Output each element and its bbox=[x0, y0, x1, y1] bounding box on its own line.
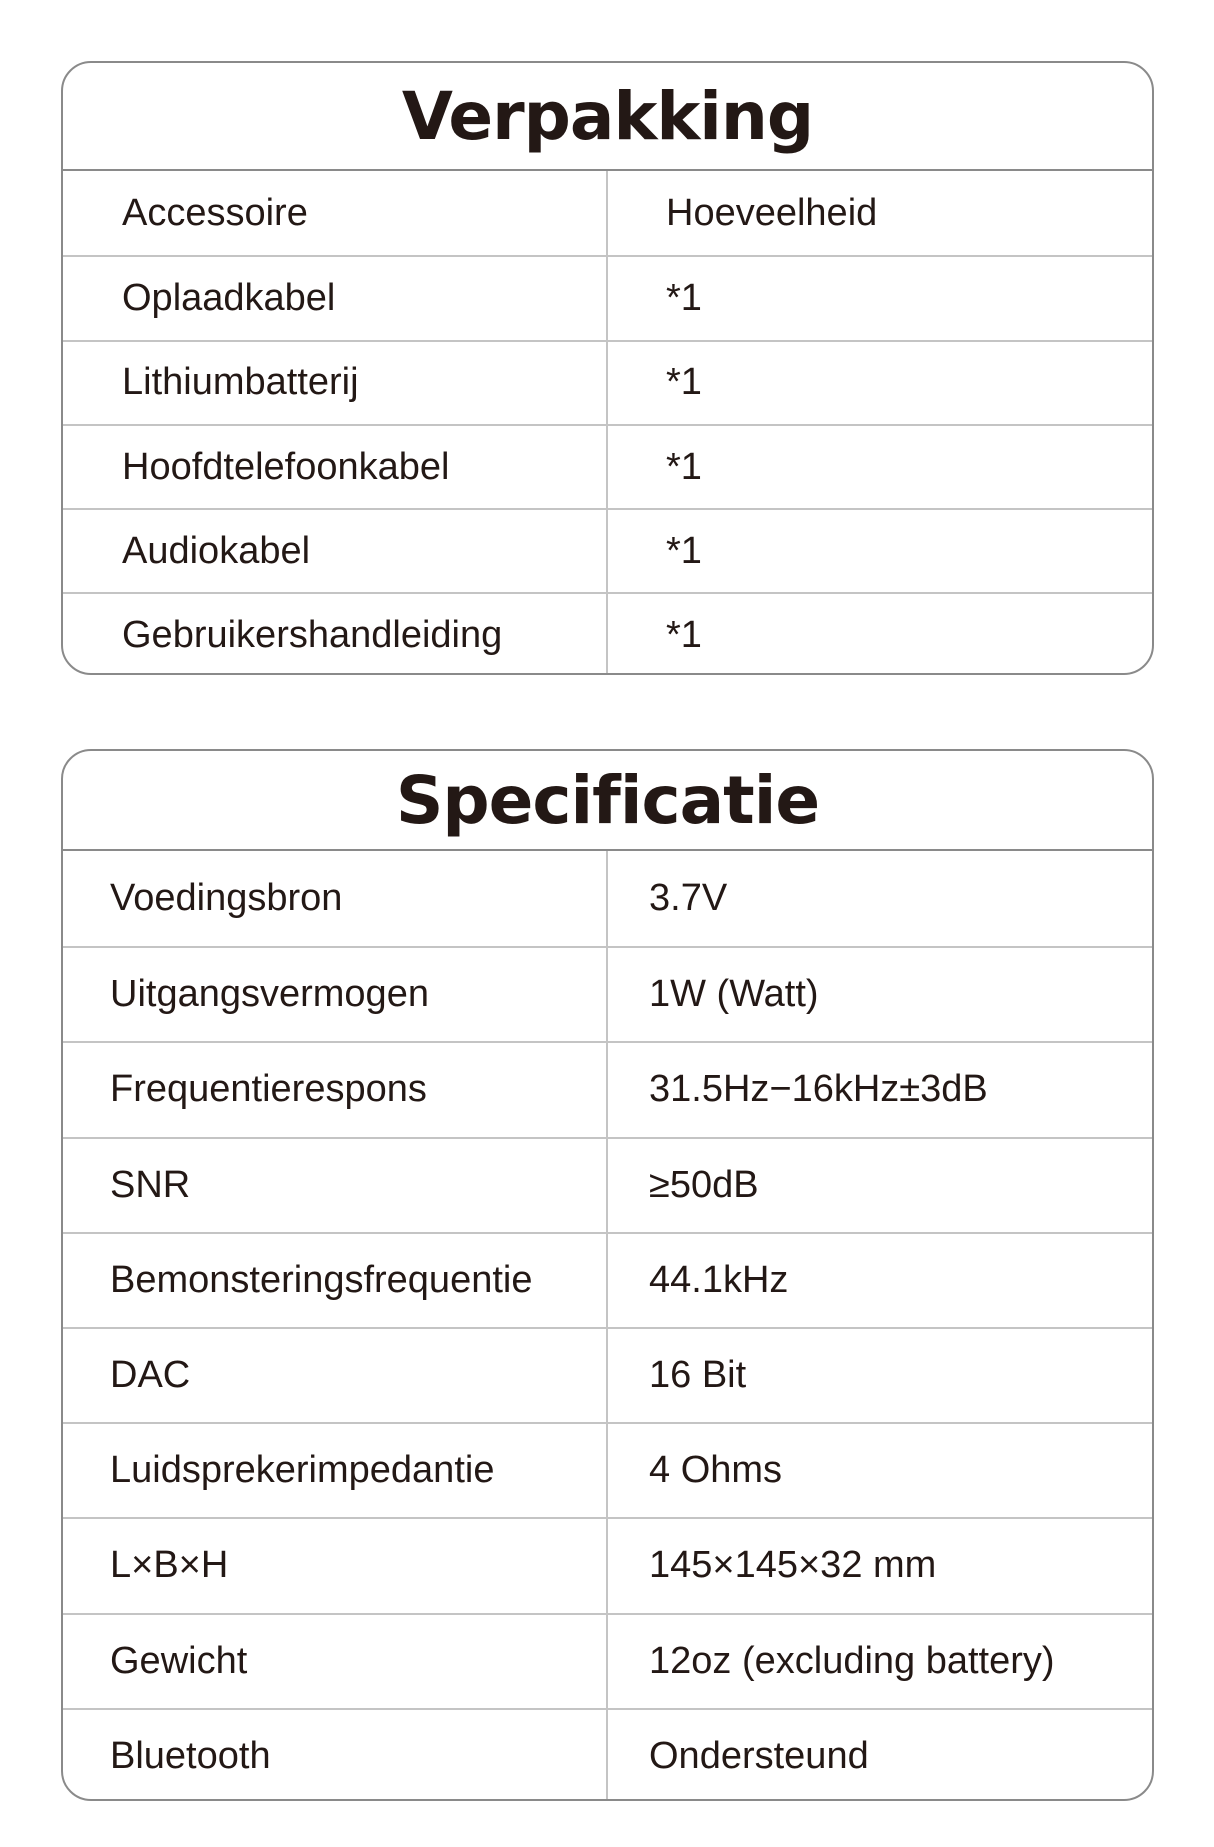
spec-value: 3.7V bbox=[649, 877, 728, 920]
spec-value: 31.5Hz−16kHz±3dB bbox=[649, 1068, 988, 1111]
header-quantity: Hoeveelheid bbox=[666, 191, 878, 234]
spec-label: Bemonsteringsfrequentie bbox=[63, 1234, 608, 1327]
packaging-row bbox=[63, 340, 1152, 424]
spec-row bbox=[63, 1041, 1152, 1136]
specification-table bbox=[61, 749, 1154, 1801]
accessory-name: Hoofdtelefoonkabel bbox=[63, 426, 608, 508]
spec-row bbox=[63, 1422, 1152, 1517]
packaging-title: Verpakking bbox=[63, 63, 1152, 171]
packaging-table bbox=[61, 61, 1154, 675]
accessory-quantity: *1 bbox=[666, 529, 702, 572]
spec-row bbox=[63, 1137, 1152, 1232]
spec-label: SNR bbox=[63, 1139, 608, 1232]
spec-label: Bluetooth bbox=[63, 1710, 608, 1801]
accessory-quantity: *1 bbox=[666, 276, 702, 319]
packaging-row bbox=[63, 255, 1152, 339]
accessory-quantity: *1 bbox=[666, 361, 702, 404]
spec-value: ≥50dB bbox=[649, 1163, 759, 1206]
spec-row bbox=[63, 1708, 1152, 1801]
spec-label: Luidsprekerimpedantie bbox=[63, 1424, 608, 1517]
spec-value: 44.1kHz bbox=[649, 1258, 789, 1301]
spec-label: Frequentierespons bbox=[63, 1043, 608, 1136]
spec-label: Uitgangsvermogen bbox=[63, 948, 608, 1041]
spec-row bbox=[63, 1327, 1152, 1422]
accessory-quantity: *1 bbox=[666, 614, 702, 657]
spec-row bbox=[63, 946, 1152, 1041]
packaging-row bbox=[63, 592, 1152, 675]
spec-label: L×B×H bbox=[63, 1519, 608, 1612]
accessory-name: Lithiumbatterij bbox=[63, 342, 608, 424]
header-accessory: Accessoire bbox=[63, 171, 608, 255]
spec-label: Voedingsbron bbox=[63, 851, 608, 946]
spec-value: 4 Ohms bbox=[649, 1449, 783, 1492]
spec-value: 145×145×32 mm bbox=[649, 1544, 937, 1587]
accessory-quantity: *1 bbox=[666, 445, 702, 488]
spec-label: Gewicht bbox=[63, 1615, 608, 1708]
packaging-header-row bbox=[63, 171, 1152, 255]
packaging-row bbox=[63, 508, 1152, 592]
spec-row bbox=[63, 851, 1152, 946]
spec-value: 12oz (excluding battery) bbox=[649, 1639, 1055, 1682]
packaging-rows bbox=[63, 171, 1152, 673]
spec-row bbox=[63, 1232, 1152, 1327]
spec-row bbox=[63, 1517, 1152, 1612]
spec-label: DAC bbox=[63, 1329, 608, 1422]
specification-title: Specificatie bbox=[63, 751, 1152, 851]
accessory-name: Audiokabel bbox=[63, 510, 608, 592]
spec-value: 1W (Watt) bbox=[649, 973, 819, 1016]
specification-rows bbox=[63, 851, 1152, 1799]
packaging-row bbox=[63, 424, 1152, 508]
accessory-name: Oplaadkabel bbox=[63, 257, 608, 339]
accessory-name: Gebruikershandleiding bbox=[63, 594, 608, 675]
spec-value: Ondersteund bbox=[649, 1734, 869, 1777]
spec-row bbox=[63, 1613, 1152, 1708]
spec-value: 16 Bit bbox=[649, 1354, 747, 1397]
